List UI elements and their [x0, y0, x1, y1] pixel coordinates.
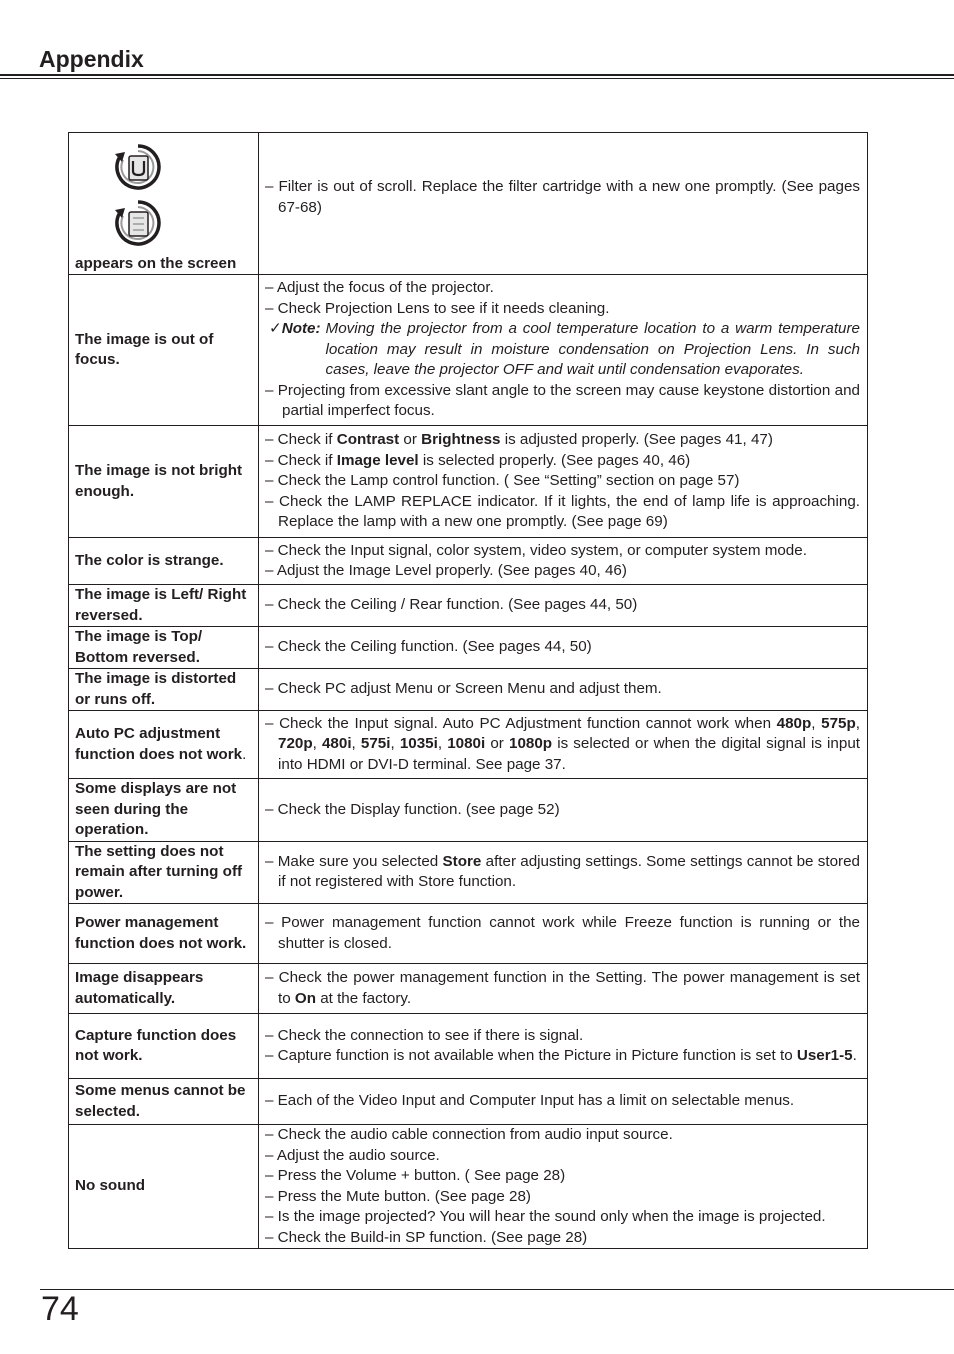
troubleshooting-table: [68, 132, 868, 1249]
solution-item: – Check the Display function. (see page 52): [265, 800, 560, 818]
table-row: [69, 133, 868, 275]
problem-cell: The image is Left/ Right reversed.: [69, 585, 259, 627]
solution-cell: [259, 1014, 868, 1079]
filter-scroll-u-icon: [113, 142, 163, 194]
table-row: [69, 275, 868, 426]
solution-cell: [259, 711, 868, 779]
table-row: [69, 538, 868, 585]
solution-item: – Check PC adjust Menu or Screen Menu and adjust them.: [265, 680, 662, 698]
problem-cell: Some displays are not seen during the operation.: [69, 779, 259, 842]
solution-cell: [259, 133, 868, 275]
table-row: [69, 627, 868, 669]
checkmark-icon: ✓: [269, 320, 282, 338]
problem-cell: The setting does not remain after turning off power.: [69, 841, 259, 904]
solution-item: – Each of the Video Input and Computer Input has a limit on selectable menus.: [265, 1092, 795, 1110]
solution-cell: [259, 904, 868, 964]
footer-rule: [40, 1289, 954, 1290]
solution-item: – Adjust the audio source.: [265, 1146, 440, 1164]
table-row: [69, 779, 868, 842]
solution-cell: [259, 669, 868, 711]
solution-item: – Check the connection to see if there is signal.: [265, 1026, 584, 1044]
table-row: [69, 841, 868, 904]
solution-item: – Check the Ceiling function. (See pages 44, 50): [265, 638, 592, 656]
problem-cell: The image is out of focus.: [69, 275, 259, 426]
problem-cell: Auto PC adjustment function does not work.: [69, 711, 259, 779]
filter-icons: [75, 136, 251, 250]
solution-cell: [259, 538, 868, 585]
solution-item: – Check the Ceiling / Rear function. (See pages 44, 50): [265, 596, 638, 614]
solution-item: – Adjust the Image Level properly. (See pages 40, 46): [265, 562, 627, 579]
page-number: 74: [41, 1290, 79, 1328]
solution-cell: [259, 964, 868, 1014]
header-rule: [0, 74, 954, 76]
solution-cell: [259, 426, 868, 538]
header-rule-thin: [0, 78, 954, 79]
problem-cell: Capture function does not work.: [69, 1014, 259, 1079]
problem-cell: No sound: [69, 1125, 259, 1249]
solution-cell: [259, 627, 868, 669]
filter-scroll-icon: [113, 198, 163, 250]
solution-item: – Press the Mute button. (See page 28): [265, 1187, 531, 1205]
problem-cell: The color is strange.: [69, 538, 259, 585]
table-row: [69, 1014, 868, 1079]
solution-item: – Check the audio cable connection from audio input source.: [265, 1126, 673, 1143]
solution-item: – Projecting from excessive slant angle to the screen may cause keystone distortion and partial imperfect focus.: [265, 381, 860, 420]
note: [265, 319, 860, 381]
solution-item: – Check the Input signal, color system, video system, or computer system mode.: [265, 541, 807, 559]
solution-item: – Filter is out of scroll. Replace the filter cartridge with a new one promptly. (See pages 67-68): [265, 178, 860, 216]
problem-cell: [69, 133, 259, 275]
table-row: [69, 1125, 868, 1249]
solution-item: – Adjust the focus of the projector.: [265, 279, 494, 297]
solution-cell: [259, 841, 868, 904]
solution-item: – Check the LAMP REPLACE indicator. If it lights, the end of lamp life is approaching. Replace the lamp with a new one promptly. (See page 69): [265, 492, 860, 531]
solution-item: – Make sure you selected Store after adjusting settings. Some settings cannot be stored if not registered with Store function.: [265, 852, 860, 891]
table-row: [69, 964, 868, 1014]
solution-cell: [259, 1079, 868, 1125]
solution-item: – Check Projection Lens to see if it needs cleaning.: [265, 299, 610, 317]
problem-cell: Power management function does not work.: [69, 904, 259, 964]
table-row: [69, 711, 868, 779]
problem-cell: The image is distorted or runs off.: [69, 669, 259, 711]
solution-item: – Press the Volume + button. ( See page 28): [265, 1167, 566, 1184]
solution-item: – Capture function is not available when the Picture in Picture function is set to User1-5.: [265, 1047, 857, 1064]
note-text: Moving the projector from a cool temperature location to a warm temperature location may result in moisture condensation on Projection Lens. In such cases, leave the projector OFF and wait until condensation evaporates.: [325, 320, 860, 379]
dash: –: [265, 178, 274, 195]
solution-cell: [259, 779, 868, 842]
note-label: Note:: [281, 320, 321, 338]
problem-cell: Image disappears automatically.: [69, 964, 259, 1014]
table-row: [69, 669, 868, 711]
table-row: [69, 1079, 868, 1125]
solution-item: – Check the Lamp control function. ( See “Setting” section on page 57): [265, 472, 740, 490]
solution-item: – Check if Image level is selected properly. (See pages 40, 46): [265, 451, 691, 469]
solution-item: – Check if Contrast or Brightness is adjusted properly. (See pages 41, 47): [265, 431, 773, 449]
table-row: [69, 904, 868, 964]
solution-item: – Check the Build-in SP function. (See page 28): [265, 1228, 588, 1246]
solution-item: – Is the image projected? You will hear the sound only when the image is projected.: [265, 1208, 826, 1225]
table-row: [69, 585, 868, 627]
solution-item: – Power management function cannot work while Freeze function is running or the shutter is closed.: [265, 914, 860, 952]
table-row: [69, 426, 868, 538]
problem-cell: The image is Top/ Bottom reversed.: [69, 627, 259, 669]
solution-item: – Check the Input signal. Auto PC Adjustment function cannot work when 480p, 575p, 720p, 480i, 575i, 1035i, 1080i or 1080p is selected or when the digital signal is input into HDMI or DVI-D terminal. See page 37.: [265, 714, 860, 773]
problem-label: appears on the screen: [75, 254, 237, 272]
problem-cell: The image is not bright enough.: [69, 426, 259, 538]
solution-cell: [259, 585, 868, 627]
solution-item: – Check the power management function in the Setting. The power management is set to On at the factory.: [265, 969, 860, 1007]
section-title: Appendix: [39, 46, 144, 72]
solution-cell: [259, 275, 868, 426]
solution-cell: [259, 1125, 868, 1249]
problem-cell: Some menus cannot be selected.: [69, 1079, 259, 1125]
